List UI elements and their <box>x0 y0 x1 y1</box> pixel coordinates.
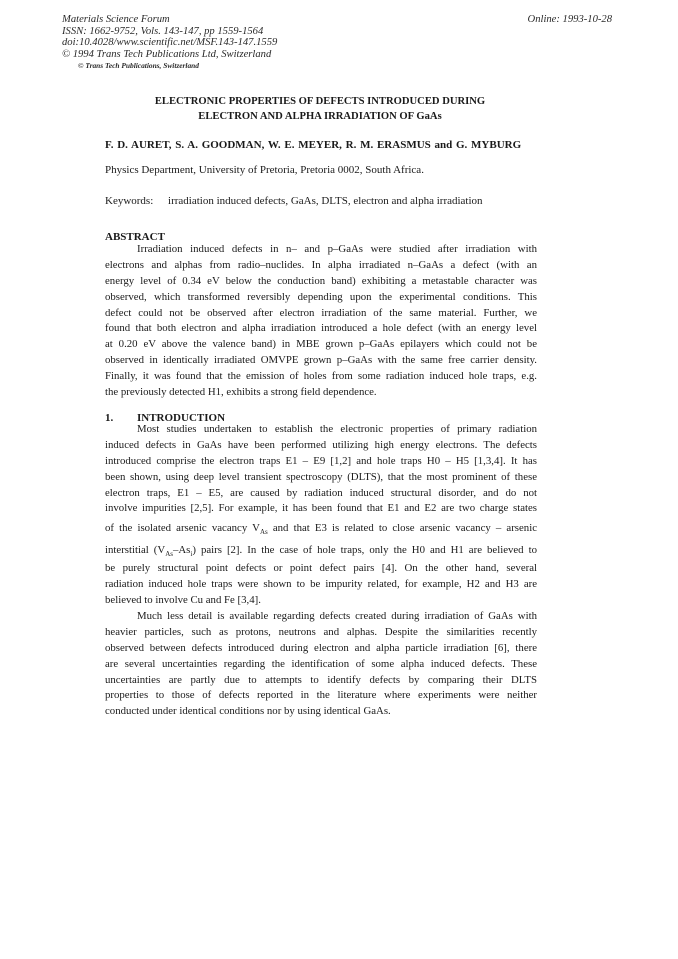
abstract-line: Finally, it was found that the emission of holes from some radiation induced hole traps, e.g. <box>105 370 537 383</box>
journal-name: Materials Science Forum <box>62 14 170 25</box>
online-date: Online: 1993-10-28 <box>527 14 612 25</box>
body-line: induced defects in GaAs have been performed utilizing high energy electrons. The defects <box>105 438 537 451</box>
subscript: i <box>190 550 193 559</box>
keywords-label: Keywords: <box>105 195 154 207</box>
body-line: Most studies undertaken to establish the electronic properties of primary radiation <box>137 423 537 435</box>
abstract-line: at 0.20 eV above the valence band) in MBE grown p–GaAs epilayers which could not be <box>105 338 537 351</box>
copyright-line: © 1994 Trans Tech Publications Ltd, Switzerland <box>62 48 272 60</box>
body-line: are several uncertainties regarding the identification of some alpha induced defects. These <box>105 657 537 670</box>
issn-line: ISSN: 1662-9752, Vols. 143-147, pp 1559-1564 <box>62 25 264 37</box>
subscript: As <box>165 550 173 559</box>
body-line: be purely structural point defects or point defect pairs [4]. On the other hand, several <box>105 562 537 575</box>
subscript: As <box>259 528 268 537</box>
body-line: electron traps, E1 – E5, are caused by radiation induced structural disorder, and do not <box>105 486 537 499</box>
body-line: uncertainties are partly due to attempts to identify defects by comparing their DLTS <box>105 673 537 686</box>
body-line: conducted under identical conditions nor by using identical GaAs. <box>105 705 391 718</box>
body-line: believed to involve Cu and Fe [3,4]. <box>105 594 261 607</box>
introduction-paragraph-1 <box>105 422 537 609</box>
body-line-vacancy <box>105 517 537 539</box>
doi-line[interactable]: doi:10.4028/www.scientific.net/MSF.143-147.1559 <box>62 37 278 48</box>
text-segment: and that E3 is related to close arsenic vacancy – arsenic <box>267 522 537 535</box>
body-line: Much less detail is available regarding defects created during irradiation of GaAs with <box>137 610 537 622</box>
body-line: properties to those of defects reported in the literature where experiments were neither <box>105 689 537 702</box>
copyright-small: © Trans Tech Publications, Switzerland <box>78 61 199 70</box>
affiliation: Physics Department, University of Pretoria, Pretoria 0002, South Africa. <box>105 164 424 176</box>
title-line-2: ELECTRON AND ALPHA IRRADIATION OF GaAs <box>198 111 442 122</box>
abstract-heading: ABSTRACT <box>105 231 165 243</box>
abstract-body <box>105 242 537 401</box>
section-title: INTRODUCTION <box>137 412 226 424</box>
abstract-line: electrons and alphas from radio–nuclides. In alpha irradiated n–GaAs a defect (with an <box>105 258 537 271</box>
body-line: involve impurities [2,5]. For example, it has been found that E1 and E2 are two charge states <box>105 502 537 515</box>
abstract-line: observed in identically irradiated OMVPE grown p–GaAs with the same free carrier density. <box>105 354 537 367</box>
section-number: 1. <box>105 412 114 424</box>
journal-header <box>62 14 277 72</box>
body-line: heavier particles, such as protons, neutrons and alphas. Despite the similarities recently <box>105 625 537 638</box>
paper-title <box>105 94 535 124</box>
text-segment: –As <box>172 544 191 557</box>
text-segment: ) pairs [2]. In the case of hole traps, only the H0 and H1 are believed to <box>192 544 537 557</box>
abstract-line: defect could not be observed after electron irradiation of the same material. Further, we <box>105 306 537 319</box>
keywords-text: irradiation induced defects, GaAs, DLTS, electron and alpha irradiation <box>168 195 483 207</box>
body-line-interstitial <box>105 539 537 561</box>
abstract-line: energy level of 0.34 eV below the conduction band) exhibiting a metastable character was <box>105 274 537 287</box>
author-list: F. D. AURET, S. A. GOODMAN, W. E. MEYER, R. M. ERASMUS and G. MYBURG <box>105 139 522 151</box>
abstract-line: the previously detected H1, exhibits a strong field dependence. <box>105 386 377 399</box>
text-segment: of the isolated arsenic vacancy V <box>105 522 260 535</box>
title-line-1: ELECTRONIC PROPERTIES OF DEFECTS INTRODUCED DURING <box>154 96 486 107</box>
introduction-paragraph-2 <box>105 609 537 720</box>
body-line: radiation induced hole traps were shown to be impurity related, for example, H2 and H3 are <box>105 578 537 591</box>
body-line: introduced comprise the electron traps E1 – E9 [1,2] and hole traps H0 – H5 [1,3,4]. It has <box>105 454 537 467</box>
text-segment: interstitial (V <box>105 544 166 557</box>
keywords <box>105 195 483 207</box>
abstract-line: observed, which transformed reversibly depending upon the experimental conditions. This <box>105 290 537 303</box>
abstract-line: found that both electron and alpha irradiation introduced a hole defect (with an energy level <box>105 322 537 335</box>
body-line: observed between defects introduced during electron and alpha particle irradiation [6], there <box>105 641 537 654</box>
abstract-line: Irradiation induced defects in n– and p–GaAs were studied after irradiation with <box>137 243 537 255</box>
body-line: been shown, using deep level transient spectroscopy (DLTS), that the most prominent of these <box>105 470 537 483</box>
